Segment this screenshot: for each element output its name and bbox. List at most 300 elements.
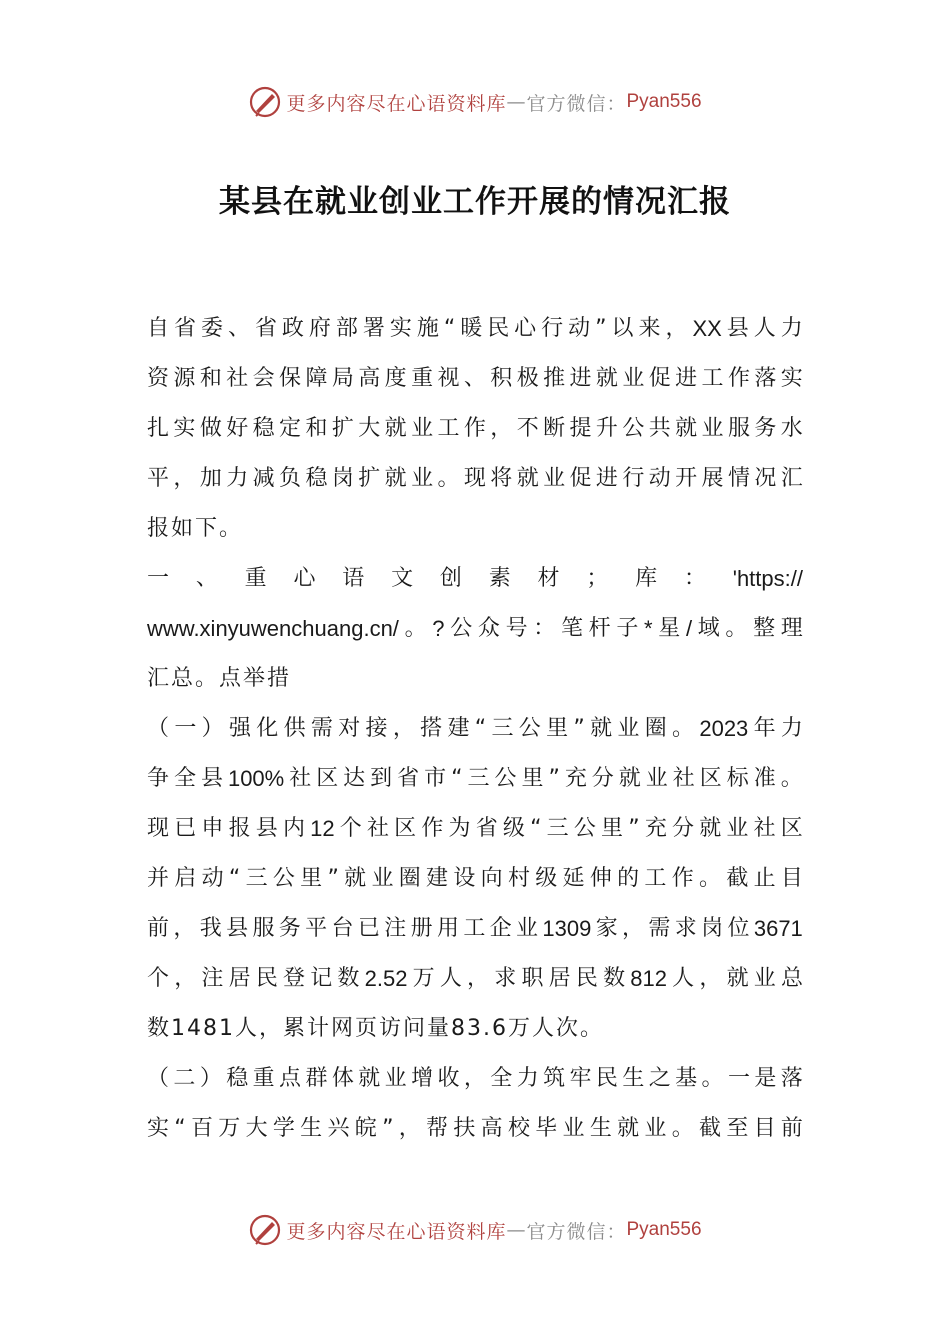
text-glyph: 将 — [490, 466, 513, 491]
text-glyph: 就 — [516, 466, 539, 491]
text-glyph: 促 — [569, 466, 592, 491]
text-glyph: 进 — [595, 466, 618, 491]
text-glyph: 大 — [245, 1116, 268, 1141]
text-glyph: 理 — [780, 616, 803, 641]
text-glyph: 加 — [199, 466, 222, 491]
text-glyph: 群 — [305, 1066, 328, 1091]
text-glyph: 里 — [521, 766, 544, 791]
text-line: 数1481人，累计网页访问量83.6万人次。 — [147, 1016, 604, 1041]
text-glyph: 工 — [437, 416, 460, 441]
text-glyph: 筑 — [543, 1066, 566, 1091]
text-glyph: 业 — [644, 1116, 667, 1141]
text-glyph: 、 — [227, 316, 250, 341]
text-glyph: 职 — [521, 966, 544, 991]
text-glyph: 点 — [279, 1066, 302, 1091]
text-glyph: 社 — [672, 766, 695, 791]
banner-wechat-id: Pyan556 — [626, 1219, 702, 1240]
text-line — [147, 454, 803, 504]
text-glyph: 文 — [391, 566, 414, 591]
text-glyph: 高 — [480, 1116, 503, 1141]
text-glyph: 数 — [603, 966, 626, 991]
text-glyph: 个 — [147, 966, 170, 991]
text-glyph: ， — [463, 1066, 486, 1091]
text-glyph: 达 — [343, 766, 366, 791]
text-line — [147, 954, 803, 1004]
text-line — [147, 354, 803, 404]
text-glyph: 强 — [228, 716, 251, 741]
text-glyph: 政 — [281, 316, 304, 341]
text-glyph: 民 — [487, 316, 510, 341]
text-glyph: ， — [174, 966, 197, 991]
text-glyph: 一 — [727, 1066, 750, 1091]
text-glyph: 目 — [753, 1116, 776, 1141]
text-glyph: 我 — [199, 916, 222, 941]
text-glyph: 力 — [780, 316, 803, 341]
text-glyph: 目 — [780, 866, 803, 891]
text-glyph: 公 — [622, 416, 645, 441]
text-glyph: 一 — [147, 566, 170, 591]
text-glyph: ” — [628, 816, 640, 841]
text-glyph: 生 — [300, 1116, 323, 1141]
text-glyph: 准 — [753, 766, 776, 791]
text-glyph: 为 — [448, 816, 471, 841]
text-line — [147, 904, 803, 954]
text-glyph: 三 — [245, 866, 268, 891]
text-glyph: 会 — [252, 366, 275, 391]
text-glyph: 推 — [543, 366, 566, 391]
text-glyph: 并 — [147, 866, 170, 891]
text-glyph: 就 — [595, 366, 618, 391]
document-body — [147, 304, 803, 1154]
text-glyph: 岗 — [331, 466, 354, 491]
text-glyph: 分 — [591, 766, 614, 791]
text-glyph: 记 — [310, 966, 333, 991]
text-glyph: 号 — [505, 616, 528, 641]
text-glyph: 社 — [366, 816, 389, 841]
text-glyph: 稳 — [226, 1066, 249, 1091]
text-glyph: 。 — [672, 716, 695, 741]
text-glyph: 登 — [283, 966, 306, 991]
text-glyph: 2023 — [699, 716, 749, 741]
text-glyph: 岗 — [701, 916, 724, 941]
text-glyph: ， — [392, 716, 415, 741]
text-line — [147, 404, 803, 454]
text-glyph: 人 — [439, 966, 462, 991]
text-glyph: 位 — [727, 916, 750, 941]
text-glyph: 年 — [753, 716, 776, 741]
text-glyph: 生 — [589, 1116, 612, 1141]
text-glyph: 平 — [147, 466, 170, 491]
text-glyph: 三 — [467, 766, 490, 791]
text-glyph: 民 — [255, 966, 278, 991]
text-glyph: 注 — [384, 916, 407, 941]
text-glyph: 扩 — [358, 466, 381, 491]
text-glyph: ） — [201, 716, 224, 741]
text-glyph: 求 — [674, 916, 697, 941]
text-glyph: 止 — [753, 866, 776, 891]
text-glyph: 子 — [616, 616, 639, 641]
text-glyph: 。 — [780, 766, 803, 791]
text-glyph: 开 — [675, 466, 698, 491]
text-glyph: 星 — [658, 616, 681, 641]
text-line: 报如下。 — [147, 516, 244, 541]
text-glyph: ” — [327, 866, 339, 891]
text-glyph: 省 — [475, 816, 498, 841]
text-glyph: 百 — [190, 1116, 213, 1141]
text-glyph: 报 — [228, 816, 251, 841]
text-glyph: 。 — [404, 616, 427, 641]
text-glyph: 公 — [272, 866, 295, 891]
text-glyph: 万 — [218, 1116, 241, 1141]
text-glyph: 就 — [358, 1066, 381, 1091]
quill-logo-icon — [248, 85, 282, 119]
text-glyph: 减 — [252, 466, 275, 491]
text-glyph: 进 — [675, 366, 698, 391]
text-glyph: 里 — [546, 716, 569, 741]
text-glyph: 况 — [754, 466, 777, 491]
text-glyph: （ — [147, 716, 170, 741]
text-glyph: 省 — [173, 316, 196, 341]
text-glyph: ， — [173, 916, 196, 941]
text-glyph: 业 — [543, 466, 566, 491]
text-line — [147, 604, 803, 654]
text-glyph: ， — [467, 966, 490, 991]
text-glyph: 公 — [450, 616, 473, 641]
text-glyph: 源 — [173, 366, 196, 391]
text-glyph: 'https:// — [732, 566, 803, 591]
text-glyph: 人 — [753, 316, 776, 341]
text-glyph: 度 — [384, 366, 407, 391]
text-glyph: 前 — [147, 916, 170, 941]
text-glyph: 业 — [701, 416, 724, 441]
text-glyph: 之 — [648, 1066, 671, 1091]
text-glyph: 圈 — [398, 866, 421, 891]
text-glyph: “ — [530, 816, 542, 841]
text-glyph: 。 — [701, 1066, 724, 1091]
text-line: 汇总。点举措 — [147, 666, 292, 691]
text-glyph: 市 — [424, 766, 447, 791]
text-glyph: 业 — [562, 1116, 585, 1141]
text-glyph: 极 — [516, 366, 539, 391]
text-glyph: 。 — [699, 866, 722, 891]
text-glyph: 实 — [173, 416, 196, 441]
text-glyph: ， — [665, 316, 688, 341]
text-glyph: 牢 — [569, 1066, 592, 1091]
text-glyph: 2.52 — [364, 966, 408, 991]
text-glyph: 民 — [575, 966, 598, 991]
text-glyph: * — [644, 616, 653, 641]
text-glyph: 截 — [699, 1116, 722, 1141]
text-glyph: 兴 — [327, 1116, 350, 1141]
text-glyph: ” — [573, 716, 585, 741]
text-glyph: 注 — [201, 966, 224, 991]
text-line — [147, 1054, 803, 1104]
text-glyph: 重 — [252, 1066, 275, 1091]
text-glyph: 就 — [618, 766, 641, 791]
text-glyph: 局 — [331, 366, 354, 391]
text-glyph: 一 — [174, 716, 197, 741]
text-glyph: 建 — [426, 866, 449, 891]
text-line — [147, 304, 803, 354]
text-glyph: 作 — [671, 866, 694, 891]
text-glyph: 接 — [365, 716, 388, 741]
text-glyph: 就 — [590, 716, 613, 741]
text-glyph: 做 — [199, 416, 222, 441]
text-glyph: 村 — [507, 866, 530, 891]
text-glyph: 居 — [548, 966, 571, 991]
text-glyph: 行 — [541, 316, 564, 341]
text-glyph: 社 — [753, 816, 776, 841]
text-glyph: 区 — [780, 816, 803, 841]
text-glyph: 作 — [463, 416, 486, 441]
text-glyph: 级 — [502, 816, 525, 841]
text-glyph: 现 — [147, 816, 170, 841]
text-glyph: 视 — [437, 366, 460, 391]
text-glyph: ， — [490, 416, 513, 441]
text-glyph: 收 — [437, 1066, 460, 1091]
text-glyph: 学 — [272, 1116, 295, 1141]
text-glyph: 业 — [411, 466, 434, 491]
text-glyph: 建 — [447, 716, 470, 741]
banner-dash: — — [506, 91, 527, 113]
banner-text: 更多内容尽在心语资料库 — [286, 92, 507, 115]
text-glyph: 级 — [535, 866, 558, 891]
text-glyph: 心 — [514, 316, 537, 341]
text-glyph: 搭 — [420, 716, 443, 741]
text-glyph: “ — [174, 1116, 186, 1141]
text-line — [147, 854, 803, 904]
text-glyph: 扎 — [147, 416, 170, 441]
text-glyph: ， — [398, 1116, 421, 1141]
text-glyph: 施 — [416, 316, 439, 341]
text-glyph: 业 — [726, 816, 749, 841]
text-glyph: 整 — [753, 616, 776, 641]
text-glyph: 体 — [331, 1066, 354, 1091]
text-glyph: 杆 — [588, 616, 611, 641]
text-glyph: 供 — [283, 716, 306, 741]
banner-wechat-id: Pyan556 — [626, 91, 702, 112]
text-glyph: 。 — [671, 1116, 694, 1141]
text-glyph: 三 — [491, 716, 514, 741]
text-glyph: 暖 — [460, 316, 483, 341]
text-glyph: 公 — [494, 766, 517, 791]
text-glyph: 服 — [727, 416, 750, 441]
text-glyph: 至 — [726, 1116, 749, 1141]
text-glyph: 向 — [480, 866, 503, 891]
text-glyph: 提 — [569, 416, 592, 441]
text-glyph: 帮 — [426, 1116, 449, 1141]
text-glyph: 截 — [726, 866, 749, 891]
text-glyph: 实 — [147, 1116, 170, 1141]
text-glyph: 府 — [308, 316, 331, 341]
text-glyph: ， — [622, 916, 645, 941]
text-glyph: 障 — [305, 366, 328, 391]
text-glyph: 高 — [358, 366, 381, 391]
text-glyph: 申 — [201, 816, 224, 841]
text-glyph: 就 — [344, 866, 367, 891]
text-glyph: 812 — [630, 966, 667, 991]
text-glyph: 业 — [371, 866, 394, 891]
text-glyph: 业 — [753, 966, 776, 991]
text-glyph: 不 — [516, 416, 539, 441]
text-glyph: 落 — [780, 1066, 803, 1091]
text-glyph: 全 — [173, 766, 196, 791]
text-line — [147, 704, 803, 754]
text-glyph: 力 — [780, 716, 803, 741]
text-glyph: 业 — [645, 766, 668, 791]
text-glyph: 就 — [384, 466, 407, 491]
text-glyph: 化 — [256, 716, 279, 741]
text-glyph: 圈 — [644, 716, 667, 741]
text-glyph: 延 — [562, 866, 585, 891]
text-glyph: 1309 — [542, 916, 592, 941]
text-glyph: 个 — [339, 816, 362, 841]
text-glyph: 12 — [310, 816, 335, 841]
text-glyph: ： — [683, 566, 706, 591]
text-glyph: 家 — [595, 916, 618, 941]
text-glyph: 县 — [226, 916, 249, 941]
quill-logo-icon — [248, 1213, 282, 1247]
text-glyph: ” — [595, 316, 607, 341]
text-glyph: 里 — [601, 816, 624, 841]
text-glyph: 动 — [201, 866, 224, 891]
text-glyph: 和 — [199, 366, 222, 391]
text-glyph: 众 — [477, 616, 500, 641]
text-glyph: 居 — [228, 966, 251, 991]
text-glyph: 3671 — [753, 916, 803, 941]
text-glyph: 委 — [200, 316, 223, 341]
text-glyph: 创 — [439, 566, 462, 591]
text-glyph: 、 — [195, 566, 218, 591]
text-glyph: 是 — [754, 1066, 777, 1091]
text-glyph: 作 — [421, 816, 444, 841]
text-glyph: 的 — [617, 866, 640, 891]
document-title: 某县在就业创业工作开展的情况汇报 — [219, 184, 731, 220]
text-glyph: 。 — [725, 616, 748, 641]
text-glyph: “ — [228, 866, 241, 891]
text-glyph: 库 — [635, 566, 658, 591]
text-glyph: 升 — [595, 416, 618, 441]
text-glyph: 充 — [564, 766, 587, 791]
header-watermark-banner — [0, 82, 950, 122]
text-glyph: 皖 — [354, 1116, 377, 1141]
text-line — [147, 554, 803, 604]
text-glyph: 定 — [279, 416, 302, 441]
text-glyph: 落 — [754, 366, 777, 391]
text-glyph: 册 — [410, 916, 433, 941]
text-glyph: 就 — [617, 1116, 640, 1141]
banner-official-label: 官方微信： — [526, 92, 627, 115]
text-glyph: 人 — [672, 966, 695, 991]
text-glyph: 工 — [644, 866, 667, 891]
text-glyph: 万 — [412, 966, 435, 991]
text-glyph: 力 — [516, 1066, 539, 1091]
text-glyph: 现 — [463, 466, 486, 491]
text-glyph: 社 — [289, 766, 312, 791]
text-glyph: 分 — [672, 816, 695, 841]
text-glyph: 公 — [518, 716, 541, 741]
text-glyph: 内 — [282, 816, 305, 841]
text-glyph: 充 — [644, 816, 667, 841]
text-glyph: “ — [474, 716, 487, 741]
text-glyph: 部 — [335, 316, 358, 341]
text-glyph: 区 — [699, 766, 722, 791]
text-glyph: 自 — [147, 316, 170, 341]
text-glyph: 务 — [754, 416, 777, 441]
text-glyph: 情 — [727, 466, 750, 491]
text-glyph: 县 — [255, 816, 278, 841]
text-glyph: 作 — [727, 366, 750, 391]
text-glyph: 需 — [310, 716, 333, 741]
text-glyph: 二 — [173, 1066, 196, 1091]
text-glyph: 省 — [254, 316, 277, 341]
text-glyph: ： — [533, 616, 556, 641]
text-glyph: 务 — [278, 916, 301, 941]
text-glyph: 前 — [780, 1116, 803, 1141]
text-glyph: 促 — [648, 366, 671, 391]
text-glyph: 社 — [226, 366, 249, 391]
text-glyph: 到 — [370, 766, 393, 791]
text-glyph: / — [685, 616, 693, 641]
text-glyph: 求 — [494, 966, 517, 991]
text-glyph: 力 — [226, 466, 249, 491]
banner-official-label: 官方微信： — [526, 1220, 627, 1243]
text-glyph: 实 — [389, 316, 412, 341]
text-glyph: 稳 — [305, 466, 328, 491]
text-glyph: 县 — [726, 316, 749, 341]
text-glyph: ? — [432, 616, 445, 641]
text-glyph: 以 — [611, 316, 634, 341]
text-glyph: 就 — [675, 416, 698, 441]
text-glyph: 增 — [411, 1066, 434, 1091]
text-glyph: 校 — [507, 1116, 530, 1141]
text-glyph: 争 — [147, 766, 170, 791]
text-glyph: “ — [451, 766, 463, 791]
banner-dash: — — [506, 1219, 527, 1241]
text-glyph: 业 — [411, 416, 434, 441]
text-glyph: 就 — [384, 416, 407, 441]
text-glyph: 民 — [595, 1066, 618, 1091]
text-glyph: 重 — [411, 366, 434, 391]
text-glyph: 负 — [279, 466, 302, 491]
text-glyph: 扩 — [331, 416, 354, 441]
text-glyph: 数 — [337, 966, 360, 991]
text-glyph: 业 — [617, 716, 640, 741]
text-glyph: 材 — [537, 566, 560, 591]
text-glyph: ” — [548, 766, 560, 791]
text-glyph: 已 — [357, 916, 380, 941]
text-glyph: ， — [699, 966, 722, 991]
text-glyph: 100% — [227, 766, 285, 791]
text-glyph: 来 — [638, 316, 661, 341]
text-glyph: 对 — [338, 716, 361, 741]
text-glyph: 工 — [701, 366, 724, 391]
text-glyph: 和 — [305, 416, 328, 441]
text-glyph: 平 — [305, 916, 328, 941]
text-glyph: 扶 — [453, 1116, 476, 1141]
text-glyph: 资 — [147, 366, 170, 391]
text-line — [147, 1104, 803, 1154]
text-glyph: 伸 — [589, 866, 612, 891]
text-glyph: 稳 — [252, 416, 275, 441]
text-glyph: 署 — [362, 316, 385, 341]
text-glyph: 实 — [780, 366, 803, 391]
text-glyph: ， — [173, 466, 196, 491]
text-glyph: 、 — [463, 366, 486, 391]
text-glyph: 断 — [543, 416, 566, 441]
text-glyph: 里 — [300, 866, 323, 891]
text-glyph: ” — [382, 1116, 394, 1141]
